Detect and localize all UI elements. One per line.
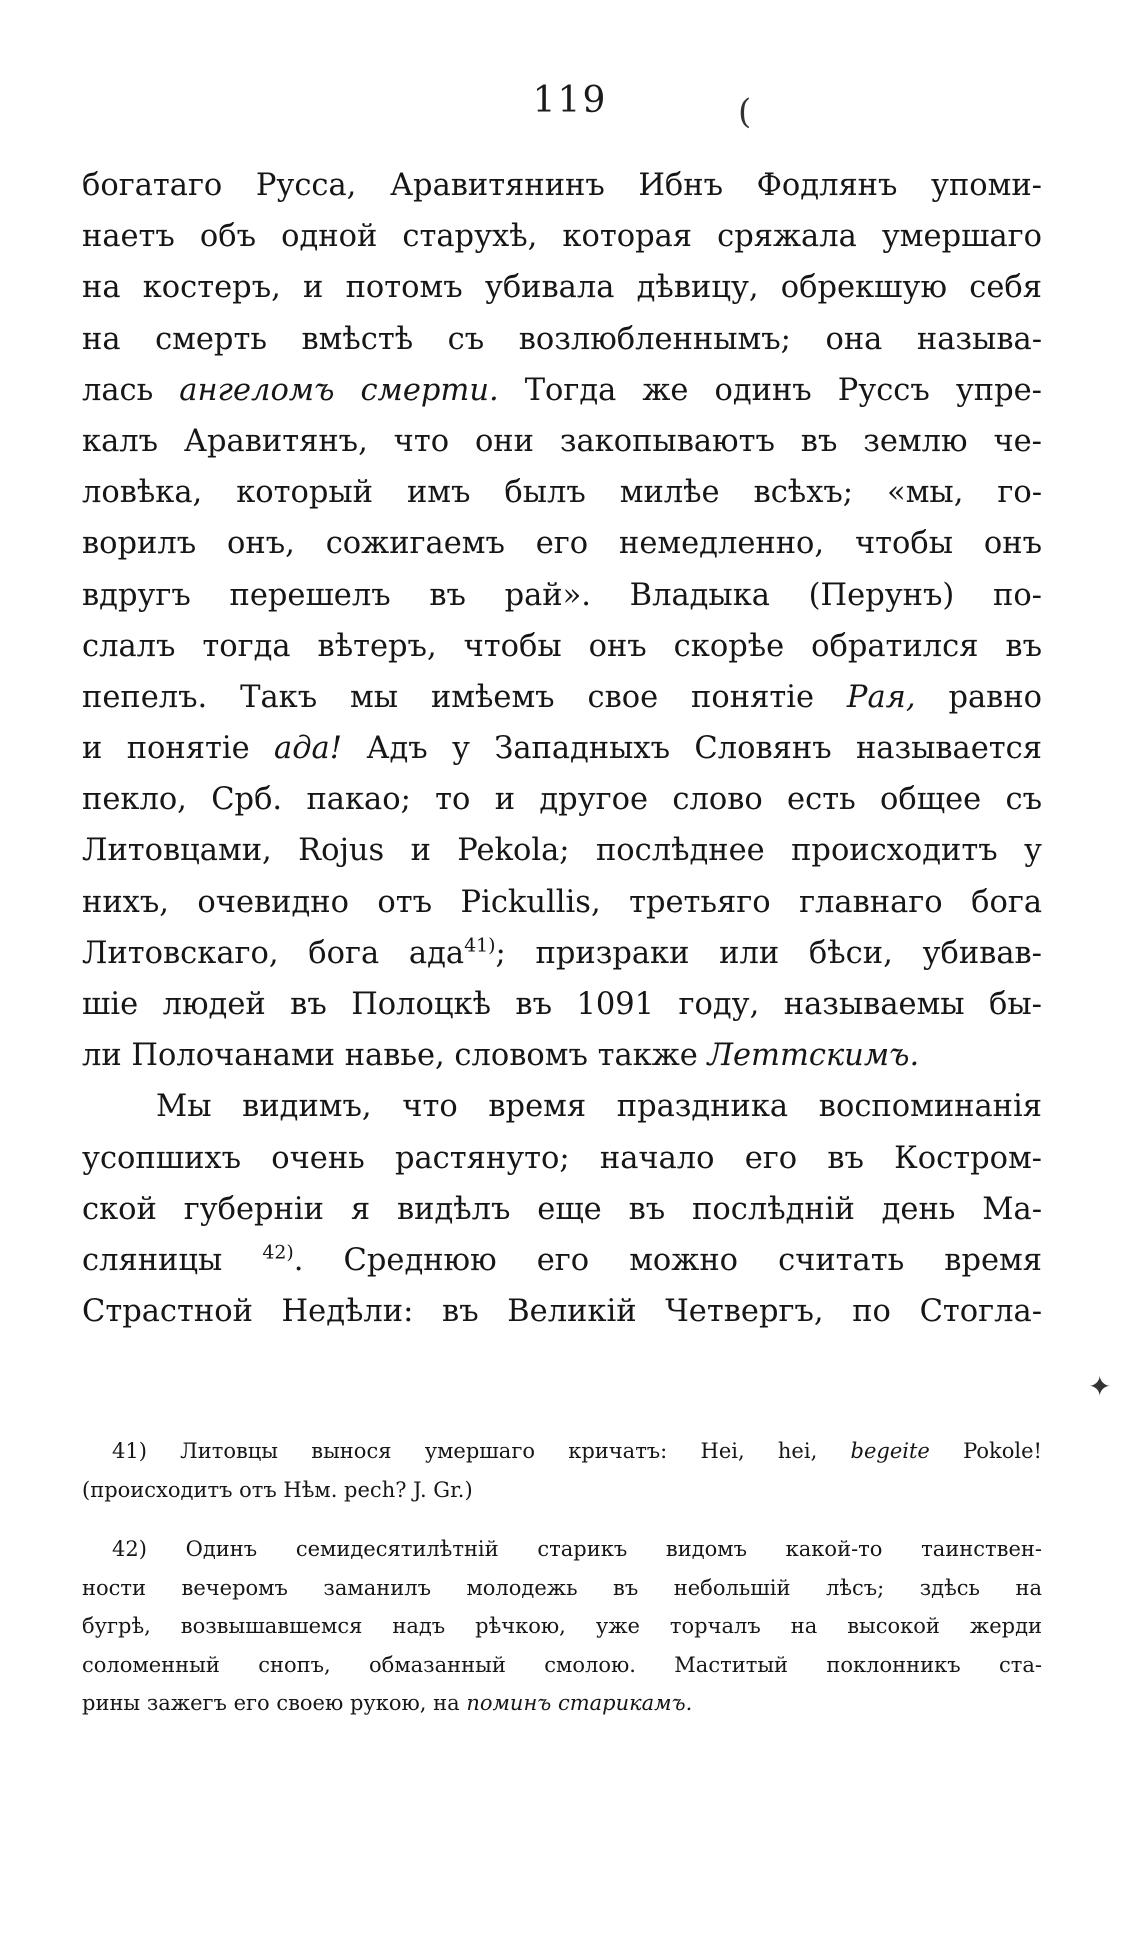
text-line bbox=[82, 365, 1042, 416]
italic-run: begeite bbox=[850, 1439, 930, 1463]
footnote-line: (происходитъ отъ Нѣм. pech? J. Gr.) bbox=[82, 1477, 473, 1502]
text-run: пепелъ. Такъ мы имѣемъ свое понятіе bbox=[82, 679, 847, 715]
text-run: Литовскаго, бога ада bbox=[82, 935, 465, 971]
text-line bbox=[82, 1235, 1042, 1286]
footnote-42 bbox=[82, 1530, 1042, 1723]
text-run: ли Полочанами навье, словомъ также bbox=[82, 1038, 708, 1074]
text-line: нихъ, очевидно отъ Pickullis, третьяго главнаго бога bbox=[82, 884, 1042, 920]
text-line: вдругъ перешелъ въ рай». Владыка (Перунъ) по- bbox=[82, 577, 1042, 613]
text-line: ловѣка, который имъ былъ милѣе всѣхъ; «мы, го- bbox=[82, 475, 1042, 511]
text-run: сляницы bbox=[82, 1242, 263, 1278]
text-line: наетъ объ одной старухѣ, которая сряжала умершаго bbox=[82, 219, 1042, 255]
italic-run: Рая, bbox=[846, 679, 916, 715]
footnote-ref-41: 41) bbox=[464, 934, 496, 957]
italic-run: ада! bbox=[274, 731, 342, 767]
text-line: шіе людей въ Полоцкѣ въ 1091 году, называемы бы- bbox=[82, 987, 1042, 1022]
text-line: богатаго Русса, Аравитянинъ Ибнъ Фодлянъ упоми- bbox=[82, 168, 1042, 203]
text-line bbox=[82, 723, 1042, 774]
text-line: пекло, Срб. пакао; то и другое слово есть общее съ bbox=[82, 782, 1042, 818]
text-line: Литовцами, Rojus и Pekola; послѣднее происходитъ у bbox=[82, 833, 1042, 869]
text-run: Адъ у Западныхъ Словянъ называется bbox=[341, 731, 1042, 767]
text-line bbox=[82, 1030, 1042, 1081]
italic-run: ангеломъ смерти. bbox=[179, 372, 499, 408]
text-run: равно bbox=[915, 679, 1043, 715]
text-run: лась bbox=[82, 372, 180, 408]
text-line: Страстной Недѣли: въ Великій Четвергъ, по Стогла- bbox=[82, 1294, 1042, 1330]
footnote-line: бугрѣ, возвышавшемся надъ рѣчкою, уже торчалъ на высокой жерди bbox=[82, 1614, 1042, 1638]
text-line: Мы видимъ, что время праздника воспоминанія bbox=[156, 1089, 1042, 1125]
footnote-line: соломенный снопъ, обмазанный смолою. Маститый поклонникъ ста- bbox=[82, 1652, 1042, 1677]
text-line bbox=[82, 672, 1042, 723]
footnote-line bbox=[82, 1432, 1042, 1471]
text-run: и понятіе bbox=[82, 731, 275, 767]
main-text bbox=[82, 160, 1042, 1337]
print-speck: ✦ bbox=[1088, 1370, 1112, 1403]
footnote-line: 42) Одинъ семидесятилѣтній старикъ видомъ какой-то таинствен- bbox=[112, 1537, 1042, 1561]
footnote-41 bbox=[82, 1432, 1042, 1509]
text-line: усопшихъ очень растянуто; начало его въ Костром- bbox=[82, 1140, 1042, 1176]
text-line: на смерть вмѣстѣ съ возлюбленнымъ; она называ- bbox=[82, 321, 1042, 357]
text-line: калъ Аравитянъ, что они закопываютъ въ землю че- bbox=[82, 423, 1042, 459]
footnote-ref-42: 42) bbox=[262, 1241, 294, 1264]
text-run: 41) Литовцы вынося умершаго кричатъ: Hei, hei, bbox=[112, 1439, 851, 1463]
italic-run: поминъ старикамъ. bbox=[466, 1691, 693, 1715]
print-speck: ( bbox=[738, 92, 752, 132]
text-line bbox=[82, 928, 1042, 979]
footnote-line: ности вечеромъ заманилъ молодежь въ небольшій лѣсъ; здѣсь на bbox=[82, 1575, 1042, 1600]
italic-run: Леттскимъ. bbox=[707, 1038, 920, 1074]
text-line: ской губерніи я видѣлъ еще въ послѣдній день Ма- bbox=[82, 1191, 1042, 1227]
text-line: ворилъ онъ, сожигаемъ его немедленно, чтобы онъ bbox=[82, 526, 1042, 562]
text-run: ; призраки или бѣси, убивав- bbox=[495, 935, 1042, 971]
text-line: слалъ тогда вѣтеръ, чтобы онъ скорѣе обратился въ bbox=[82, 628, 1042, 664]
text-run: рины зажегъ его своею рукою, на bbox=[82, 1691, 467, 1715]
text-line: на костеръ, и потомъ убивала дѣвицу, обрекшую себя bbox=[82, 270, 1042, 306]
text-run: Тогда же одинъ Руссъ упре- bbox=[498, 372, 1042, 408]
footnote-line bbox=[82, 1684, 1042, 1723]
page-number: 119 bbox=[532, 80, 608, 121]
text-run: Pokole! bbox=[929, 1439, 1042, 1463]
text-run: . Среднюю его можно считать время bbox=[293, 1242, 1042, 1278]
